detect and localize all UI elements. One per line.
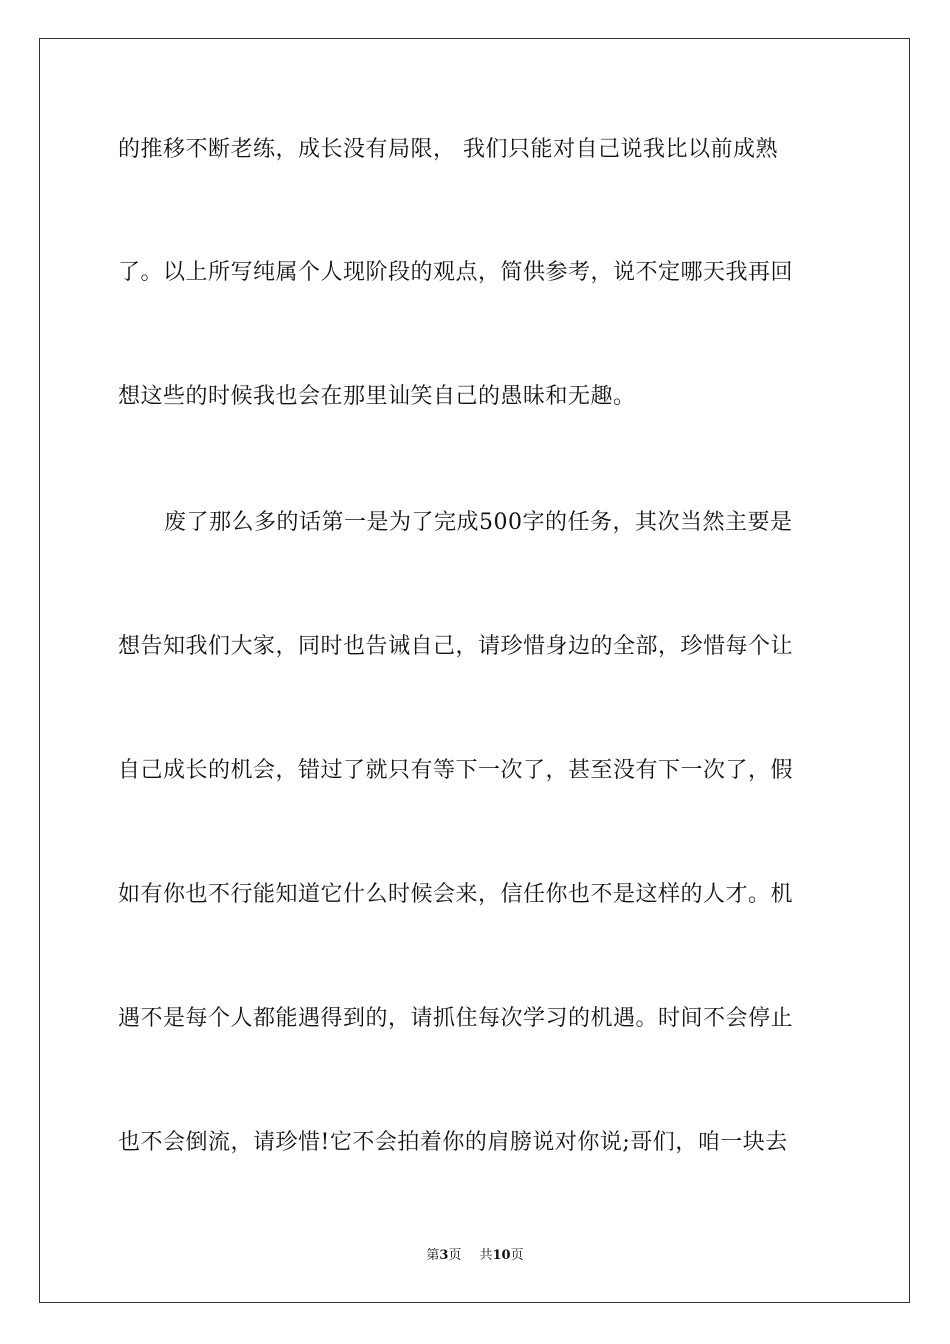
total-prefix: 共: [479, 1248, 493, 1263]
body-text-line: 如有你也不行能知道它什么时候会来，信任你也不是这样的人才。机: [118, 882, 794, 907]
body-text-line: 的推移不断老练，成长没有局限， 我们只能对自己说我比以前成熟: [118, 137, 778, 162]
total-suffix: 页: [510, 1248, 524, 1263]
body-text-line: 了。以上所写纯属个人现阶段的观点，简供参考，说不定哪天我再回: [118, 260, 794, 285]
body-text-line: 也不会倒流，请珍惜!它不会拍着你的肩膀说对你说;哥们，咱一块去: [118, 1130, 788, 1155]
page-footer: [0, 1247, 950, 1265]
page-border: [39, 38, 910, 1303]
page-suffix: 页: [448, 1248, 462, 1263]
body-text-line: 想这些的时候我也会在那里讪笑自己的愚昧和无趣。: [118, 384, 636, 409]
current-page-number: 3: [439, 1248, 449, 1263]
paragraph-first-line: 废了那么多的话第一是为了完成500字的任务，其次当然主要是: [164, 510, 793, 535]
body-text-line: 想告知我们大家，同时也告诫自己，请珍惜身边的全部，珍惜每个让: [118, 634, 794, 659]
total-page-count: 10: [492, 1248, 511, 1263]
body-text-line: 遇不是每个人都能遇得到的，请抓住每次学习的机遇。时间不会停止: [118, 1006, 794, 1031]
page-prefix: 第: [426, 1248, 440, 1263]
body-text-line: 自己成长的机会，错过了就只有等下一次了，甚至没有下一次了，假: [118, 758, 794, 783]
